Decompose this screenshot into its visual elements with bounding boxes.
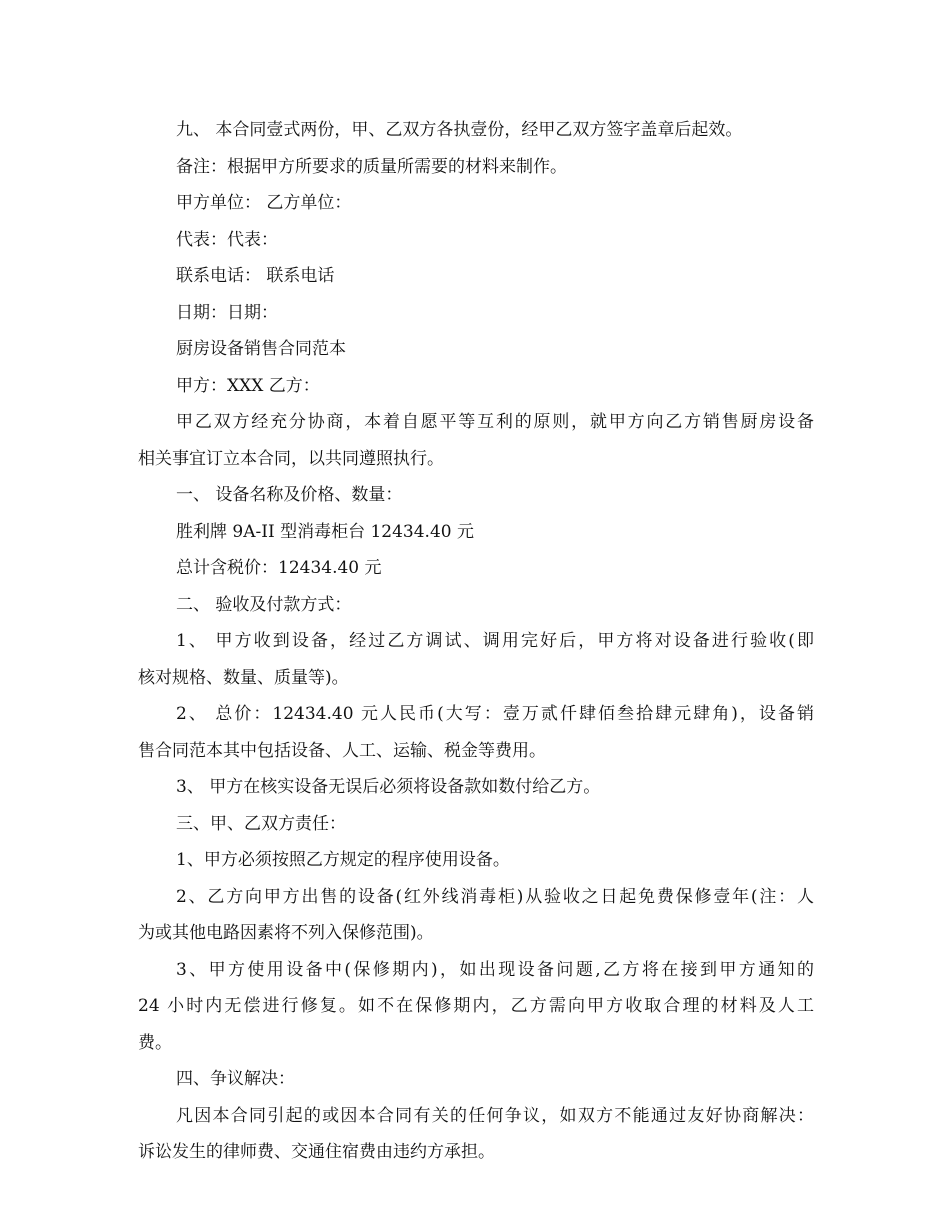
- document-line: 三、甲、乙双方责任：: [176, 813, 346, 834]
- document-line: 3、甲方使用设备中(保修期内)，如出现设备问题,乙方将在接到甲方通知的: [176, 959, 814, 980]
- document-line: 1、甲方必须按照乙方规定的程序使用设备。: [176, 850, 510, 870]
- document-line: 相关事宜订立本合同，以共同遵照执行。: [138, 448, 444, 469]
- document-line: 二、 验收及付款方式：: [176, 594, 352, 615]
- document-line: 代表：代表：: [176, 229, 278, 250]
- document-line: 总计含税价：12434.40 元: [176, 558, 382, 578]
- document-line: 售合同范本其中包括设备、人工、运输、税金等费用。: [138, 740, 546, 761]
- document-line: 费。: [138, 1032, 172, 1053]
- document-line: 凡因本合同引起的或因本合同有关的任何争议，如双方不能通过友好协商解决：: [176, 1105, 814, 1126]
- document-line: 九、 本合同壹式两份，甲、乙双方各执壹份，经甲乙双方签字盖章后起效。: [176, 120, 743, 140]
- document-line: 核对规格、数量、质量等)。: [138, 667, 349, 688]
- document-line: 24 小时内无偿进行修复。如不在保修期内，乙方需向甲方收取合理的材料及人工: [138, 996, 814, 1016]
- document-line: 一、 设备名称及价格、数量：: [176, 485, 403, 505]
- document-line: 联系电话： 联系电话: [176, 266, 335, 286]
- document-line: 胜利牌 9A-II 型消毒柜台 12434.40 元: [176, 521, 474, 542]
- document-line: 日期：日期：: [176, 302, 278, 323]
- document-line: 四、争议解决：: [176, 1069, 295, 1089]
- document-line: 诉讼发生的律师费、交通住宿费由违约方承担。: [138, 1142, 495, 1162]
- document-line: 3、 甲方在核实设备无误后必须将设备款如数付给乙方。: [176, 777, 601, 797]
- document-line: 备注：根据甲方所要求的质量所需要的材料来制作。: [176, 156, 567, 177]
- document-line: 2、乙方向甲方出售的设备(红外线消毒柜)从验收之日起免费保修壹年(注：人: [176, 886, 814, 907]
- document-body: [138, 112, 814, 1171]
- document-line: 厨房设备销售合同范本: [176, 339, 346, 359]
- document-line: 甲方单位： 乙方单位：: [176, 193, 352, 213]
- document-line: 甲方：XXX 乙方：: [176, 375, 320, 396]
- document-line: 甲乙双方经充分协商，本着自愿平等互利的原则，就甲方向乙方销售厨房设备: [176, 412, 814, 432]
- document-line: 1、 甲方收到设备，经过乙方调试、调用完好后，甲方将对设备进行验收(即: [176, 631, 814, 651]
- document-line: 为或其他电路因素将不列入保修范围)。: [138, 923, 434, 943]
- document-line: 2、 总价：12434.40 元人民币(大写：壹万贰仟肆佰叁拾肆元肆角)，设备销: [176, 704, 814, 724]
